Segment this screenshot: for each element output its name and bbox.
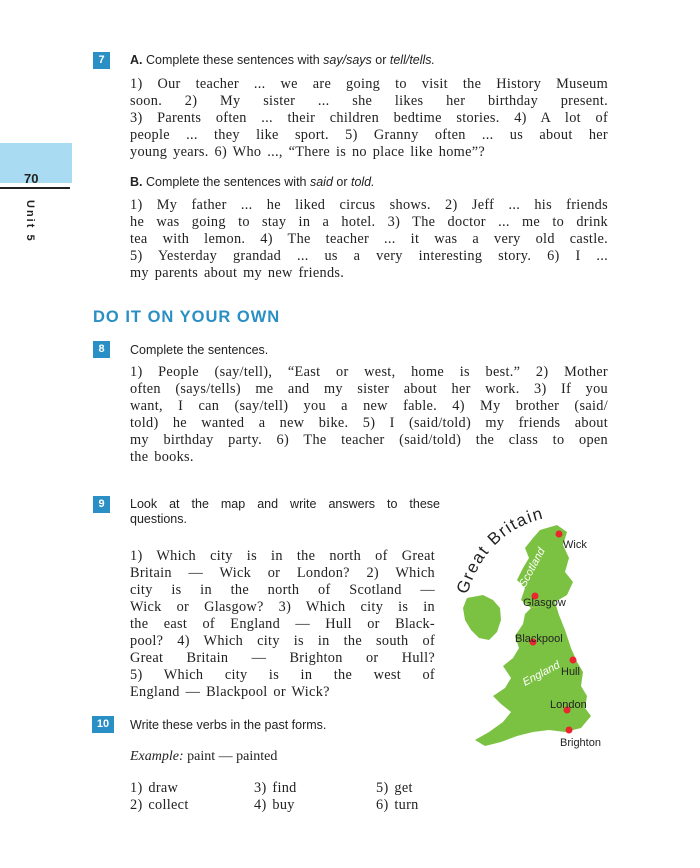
exercise-10-instruction: Write these verbs in the past forms.: [130, 718, 327, 732]
page-number-rule: [0, 187, 70, 189]
verb-item: 4) buy: [254, 797, 295, 813]
verb-item: 1) draw: [130, 780, 179, 796]
exercise-8-instruction: Complete the sentences.: [130, 343, 269, 357]
verbs-column-2: [254, 780, 354, 814]
exercise-8-text: 1) People (say/tell), “East or west, home is best.” 2) Mother often (says/tells) me and my sister about her work. 3) If you want, I can (say/tell) you a new fable. 4) My brother (said/ told) he wanted a new bike. 5) I (said/told) my friends about my birthday party. 6) The teacher (said/told) the class to open the books.: [130, 364, 608, 465]
exercise-7b-instruction: B. Complete the sentences with said or told.: [130, 175, 375, 189]
region-label-england: England: [520, 659, 563, 689]
city-dot-hull: [570, 657, 577, 664]
verbs-column-1: [130, 780, 230, 814]
exercise-7b-text: 1) My father ... he liked circus shows. 2) Jeff ... his friends he was going to stay in a hotel. 3) The doctor ... me to drink tea with lemon. 4) The teacher ... it was a very old castle. 5) Yesterday grandad ... us a very interesting story. 6) I ... my parents about my new friends.: [130, 197, 608, 281]
exercise-9-number: 9: [93, 496, 110, 513]
section-heading: DO IT ON YOUR OWN: [93, 308, 281, 326]
city-label-glasgow: Glasgow: [523, 597, 566, 609]
city-dot-brighton: [566, 727, 573, 734]
city-dot-wick: [556, 531, 563, 538]
great-britain-map: [445, 500, 615, 755]
city-label-london: London: [550, 699, 587, 711]
exercise-7-number: 7: [93, 52, 110, 69]
exercise-9-instruction: Look at the map and write answers to these questions.: [130, 497, 440, 526]
exercise-10-number: 10: [92, 716, 114, 733]
unit-label: Unit 5: [24, 200, 36, 243]
example-label: Example:: [130, 749, 184, 764]
region-label-scotland: Scotland: [517, 545, 548, 590]
exercise-9-text: 1) Which city is in the north of Great Britain — Wick or London? 2) Which city is in the north of Scotland — Wick or Glasgow? 3) Which city is in the east of England — Hull or Black- pool? 4) Which city is in the south of Great Britain — Brighton or Hull? 5) Which city is in the west of England — Blackpool or Wick?: [130, 548, 435, 700]
verb-item: 3) find: [254, 780, 297, 796]
exercise-10-example: Example: paint — painted: [130, 749, 278, 764]
verbs-column-3: [376, 780, 476, 814]
city-label-hull: Hull: [561, 666, 580, 678]
map-title: Great Britain: [452, 503, 546, 597]
page-number: 70: [24, 171, 39, 186]
verb-item: 2) collect: [130, 797, 189, 813]
ireland-shape: [463, 595, 501, 640]
verb-item: 5) get: [376, 780, 413, 796]
exercise-7a-instruction: A. Complete these sentences with say/says or tell/tells.: [130, 53, 436, 67]
exercise-8-number: 8: [93, 341, 110, 358]
verb-item: 6) turn: [376, 797, 419, 813]
exercise-7a-letter: A.: [130, 53, 143, 67]
city-label-brighton: Brighton: [560, 737, 601, 749]
exercise-7b-letter: B.: [130, 175, 143, 189]
exercise-7a-text: 1) Our teacher ... we are going to visit the History Museum soon. 2) My sister ... she likes her birthday present. 3) Parents often ... their children bedtime stories. 4) A lot of people ... they like sport. 5) Granny often ... us about her young years. 6) Who ..., “There is no place like home”?: [130, 76, 608, 160]
city-label-blackpool: Blackpool: [515, 633, 563, 645]
city-label-wick: Wick: [563, 539, 587, 551]
